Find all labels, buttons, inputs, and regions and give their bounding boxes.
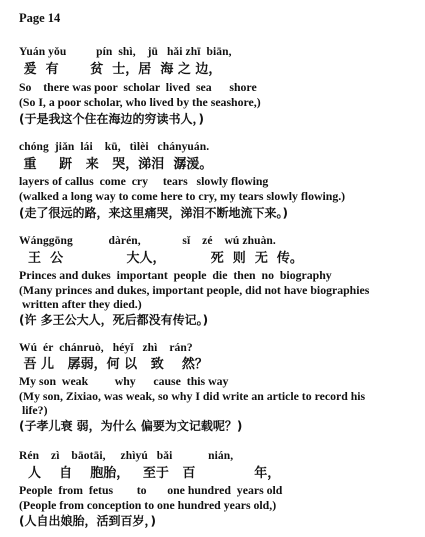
chinese-line: 吾 儿 孱弱，何 以 致 然？ (19, 357, 208, 372)
chinese-translation-line: (走了很远的路，来这里痛哭，涕泪不断地流下来。) (19, 206, 288, 220)
chinese-translation-line: (子孝儿衰 弱，为什么 偏要为文记载呢？) (19, 419, 243, 433)
translation-line: (walked a long way to come here to cry, my tears slowly flowing.) (19, 189, 346, 203)
gloss-line: My son weak why cause this way (19, 374, 229, 388)
gloss-line: Princes and dukes important people die then no biography (19, 268, 332, 282)
pinyin-line: Rén zì bāotāi, zhìyú bǎi nián, (19, 450, 234, 462)
chinese-line: 王 公 大人， 死 则 无 传。 (19, 251, 303, 266)
chinese-line: 重 趼 来 哭，涕泪 潺湲。 (19, 157, 213, 172)
translation-line-continued: written after they died.) (19, 297, 142, 311)
chinese-line: 人 自 胞胎， 至于 百 年， (19, 466, 281, 481)
pinyin-line: Yuán yǒu pín shì, jū hǎi zhī biān, (19, 46, 232, 58)
pinyin-line: Wánggōng dàrén, sǐ zé wú zhuàn. (19, 235, 276, 247)
gloss-line: So there was poor scholar lived sea shore (19, 80, 257, 94)
chinese-translation-line: (人自出娘胎，活到百岁，) (19, 514, 156, 528)
gloss-line: layers of callus come cry tears slowly flowing (19, 174, 269, 188)
translation-line: (Many princes and dukes, important people, did not have biographies (19, 283, 370, 297)
translation-line: (My son, Zixiao, was weak, so why I did write an article to record his (19, 389, 366, 403)
pinyin-line: Wú ér chánruò, héyǐ zhì rán? (19, 342, 193, 354)
gloss-line: People from fetus to one hundred years old (19, 483, 283, 497)
chinese-line: 爰 有 贫 士，居 海 之 边， (19, 62, 222, 77)
translation-line: (People from conception to one hundred years old,) (19, 498, 277, 512)
chinese-translation-line: (于是我这个住在海边的穷读书人，) (19, 112, 204, 126)
translation-line-continued: life?) (19, 403, 48, 417)
chinese-translation-line: (许 多王公大人，死后都没有传记。) (19, 313, 209, 327)
page-label: Page 14 (19, 11, 61, 25)
translation-line: (So I, a poor scholar, who lived by the seashore,) (19, 95, 261, 109)
pinyin-line: chóng jiǎn lái kū, tìlèi chányuán. (19, 141, 210, 153)
